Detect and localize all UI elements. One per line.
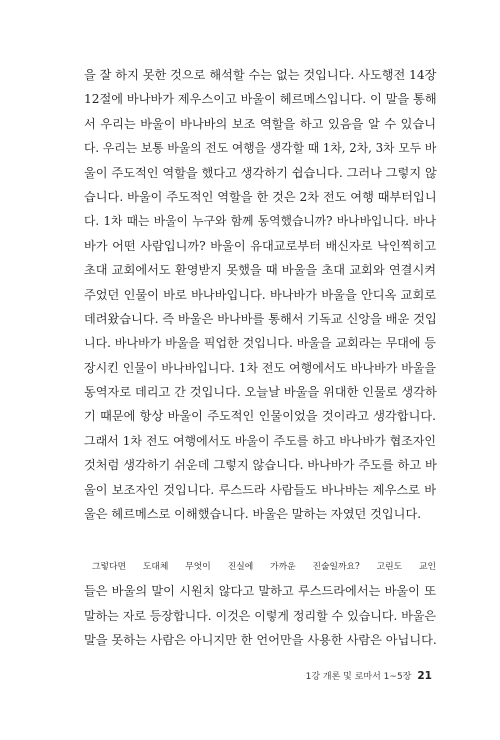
body-paragraph-2	[84, 555, 436, 653]
running-footer-chapter: 1강 개론 및 로마서 1~5장	[305, 672, 412, 682]
text-line: 그래서 1차 전도 여행에서도 바울이 주도를 하고 바나바가 협조자인	[84, 433, 436, 448]
text-line: 울은 헤르메스로 이해했습니다. 바울은 말하는 자였던 것입니다.	[84, 507, 422, 522]
text-line: 습니다. 바울이 주도적인 역할을 한 것은 2차 전도 여행 때부터입니	[84, 189, 437, 204]
page-number: 21	[417, 670, 432, 682]
text-line: 그렇다면 도대체 무엇이 진실에 가까운 진술일까요? 고린도 교인	[92, 562, 436, 572]
body-paragraph-1	[84, 63, 436, 526]
text-line: 다. 우리는 보통 바울의 전도 여행을 생각할 때 1차, 2차, 3차 모두 바	[84, 141, 437, 156]
text-line: 12절에 바나바가 제우스이고 바울이 헤르메스입니다. 이 말을 통해	[84, 92, 437, 107]
text-line: 것처럼 생각하기 쉬운데 그렇지 않습니다. 바나바가 주도를 하고 바	[84, 458, 437, 473]
text-line: 니다. 바나바가 바울을 픽업한 것입니다. 바울을 교회라는 무대에 등	[84, 336, 436, 351]
text-line: 바가 어떤 사람입니까? 바울이 유대교로부터 배신자로 낙인찍히고	[84, 238, 436, 253]
text-line: 데려왔습니다. 즉 바울은 바나바를 통해서 기독교 신앙을 배운 것입	[84, 311, 437, 326]
text-line: 을 잘 하지 못한 것으로 해석할 수는 없는 것입니다. 사도행전 14장	[84, 68, 437, 82]
text-line: 울이 보조자인 것입니다. 루스드라 사람들도 바나바는 제우스로 바	[84, 482, 436, 497]
text-line: 말을 못하는 사람은 아니지만 한 언어만을 사용한 사람은 아닙니다.	[84, 633, 437, 648]
text-line: 말하는 자로 등장합니다. 이것은 이렇게 정리할 수 있습니다. 바울은	[84, 608, 436, 623]
text-line: 다. 1차 때는 바울이 누구와 함께 동역했습니까? 바나바입니다. 바나	[84, 214, 436, 229]
text-line: 서 우리는 바울이 바나바의 보조 역할을 하고 있음을 알 수 있습니	[84, 116, 436, 131]
page-footer	[306, 669, 432, 682]
text-line: 들은 바울의 말이 시원치 않다고 말하고 루스드라에서는 바울이 또	[84, 584, 436, 599]
text-line: 장시킨 인물이 바나바입니다. 1차 전도 여행에서도 바나바가 바울을	[84, 360, 436, 375]
text-line: 울이 주도적인 역할을 했다고 생각하기 쉽습니다. 그러나 그렇지 않	[84, 165, 437, 180]
text-line: 동역자로 데리고 간 것입니다. 오늘날 바울을 위대한 인물로 생각하	[84, 385, 437, 400]
text-line: 기 때문에 항상 바울이 주도적인 인물이었을 것이라고 생각합니다.	[84, 409, 436, 424]
text-line: 초대 교회에서도 환영받지 못했을 때 바울을 초대 교회와 연결시켜	[84, 263, 436, 278]
text-line: 주었던 인물이 바로 바나바입니다. 바나바가 바울을 안디옥 교회로	[84, 287, 436, 302]
